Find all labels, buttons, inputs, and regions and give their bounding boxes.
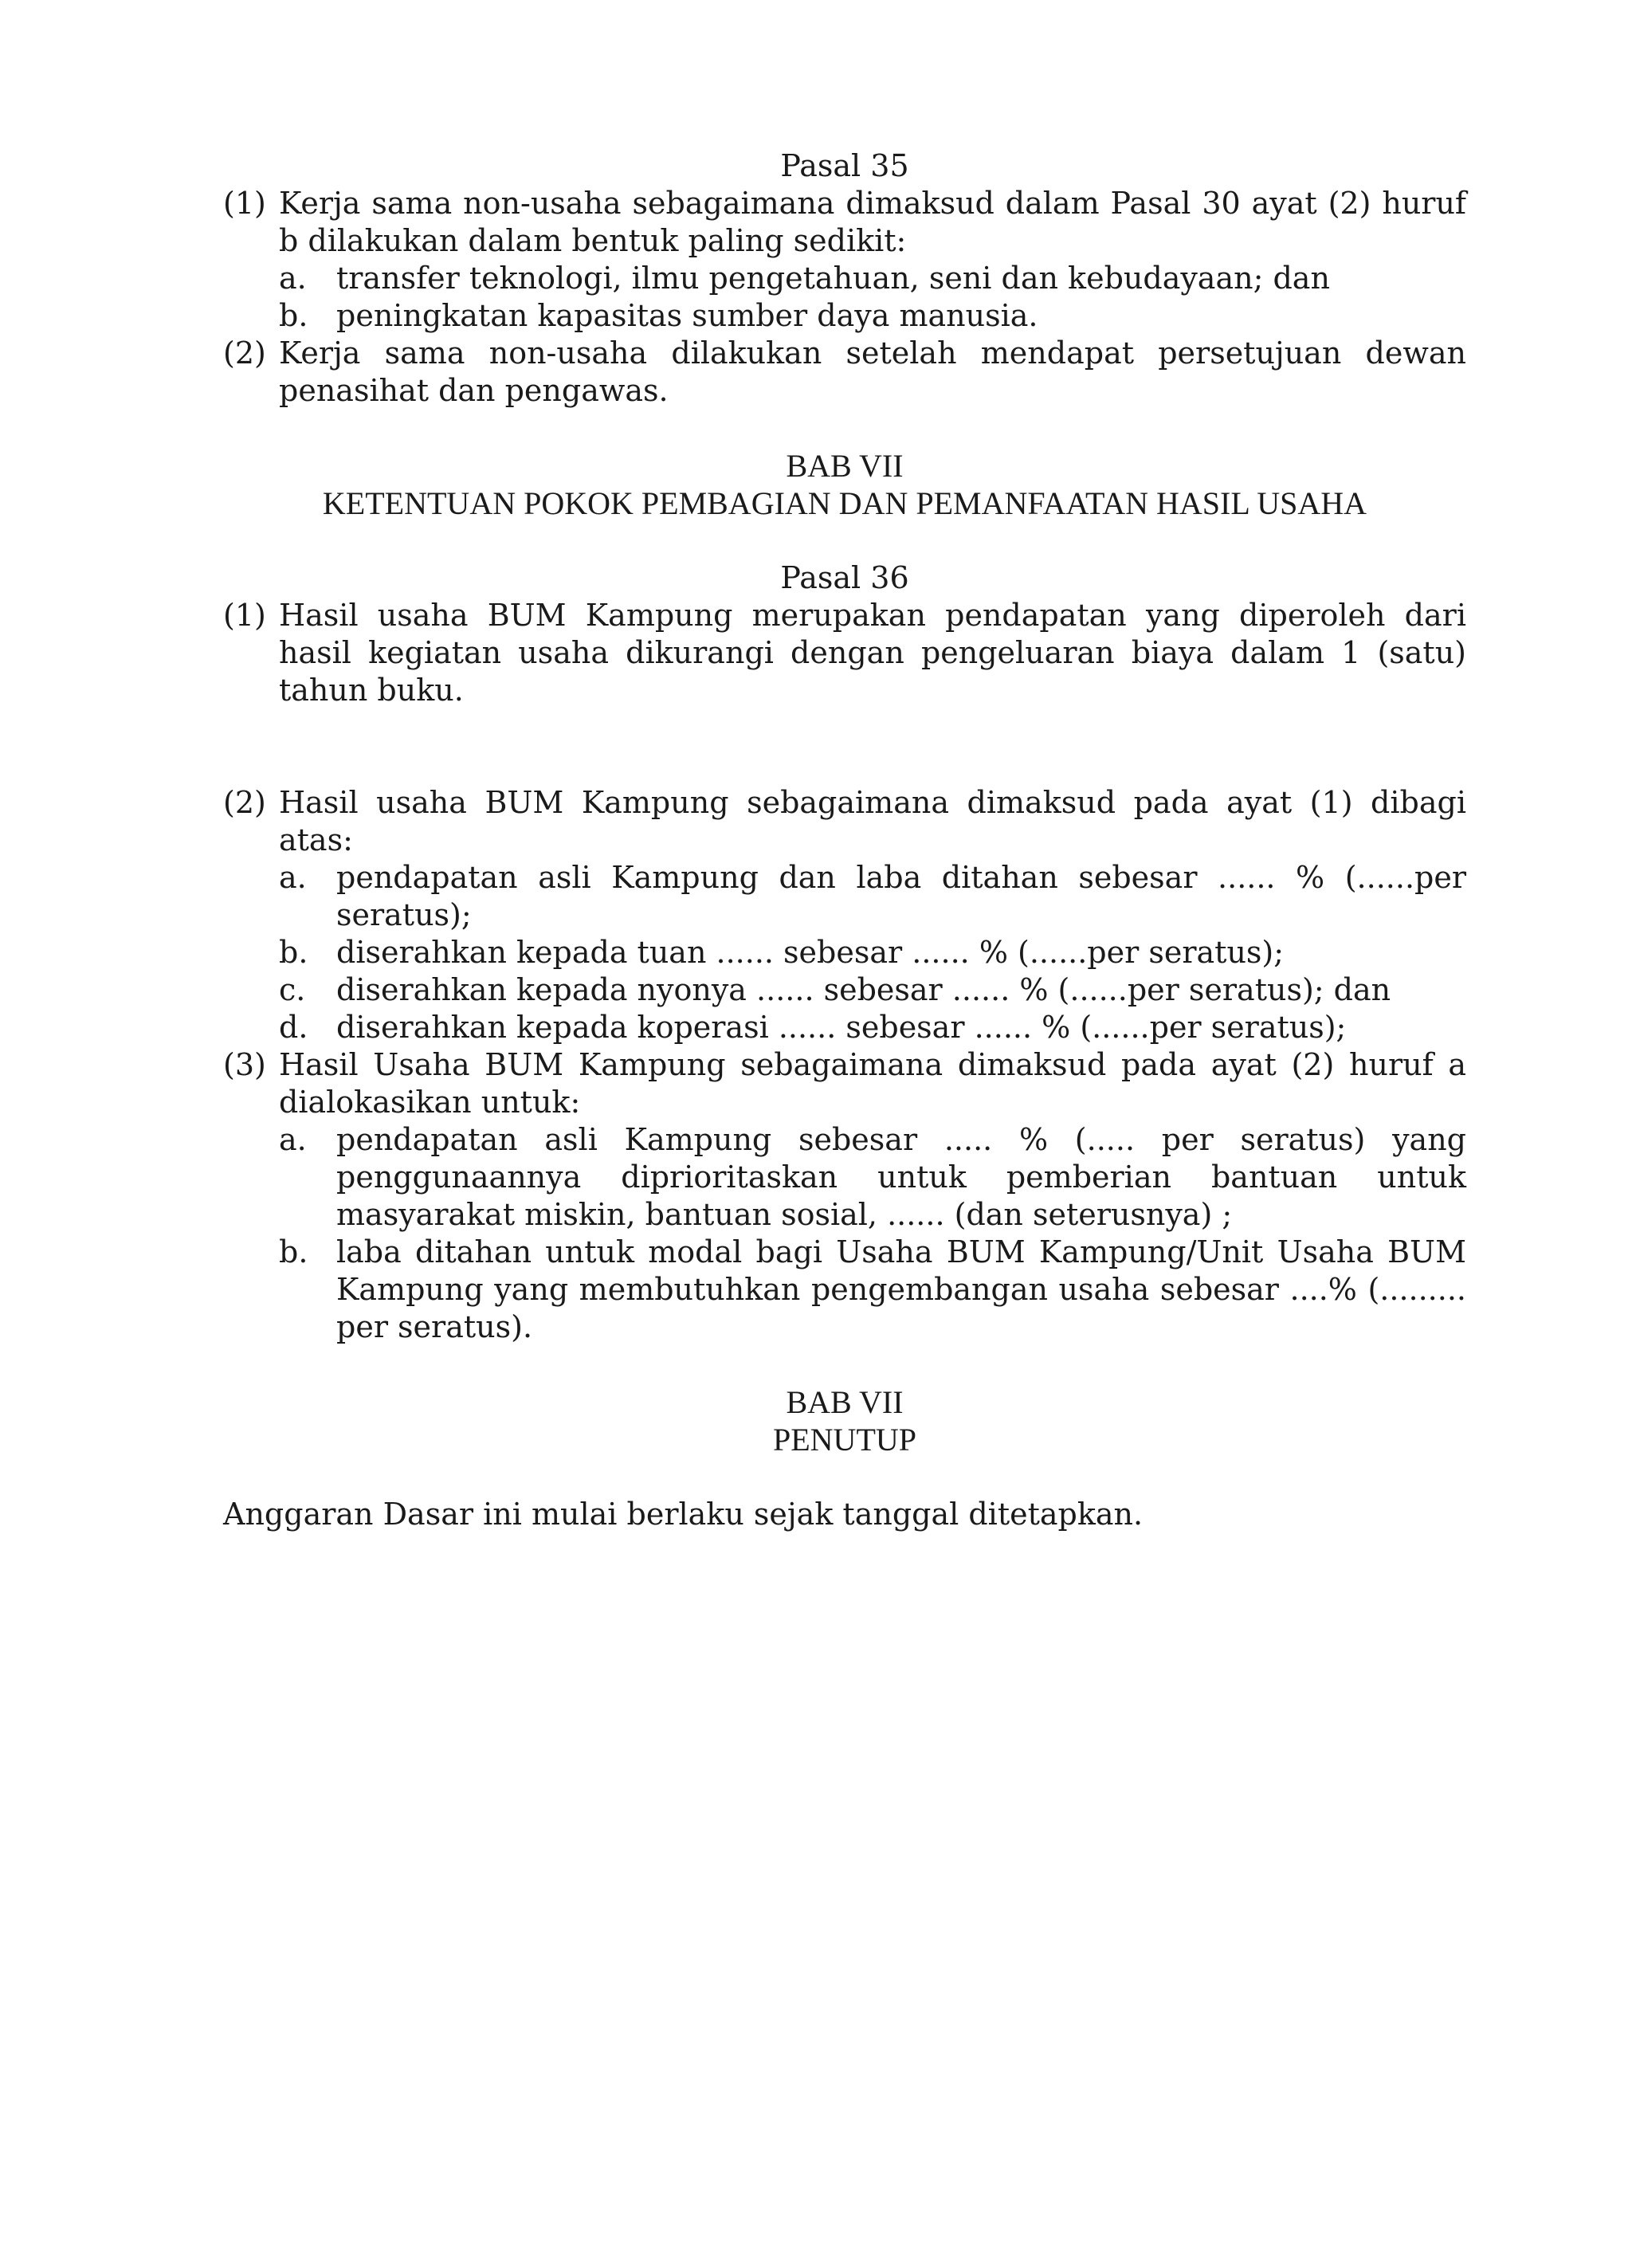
- list-item: [223, 971, 1466, 1009]
- item-text: penggunaannya diprioritaskan untuk pemberian bantuan untuk: [336, 1160, 1466, 1195]
- chapter-subtitle: PENUTUP: [772, 1422, 917, 1458]
- clause-text: b dilakukan dalam bentuk paling sedikit:: [279, 223, 907, 258]
- item-text: peningkatan kapasitas sumber daya manusia.: [336, 298, 1038, 333]
- closing-statement: Anggaran Dasar ini mulai berlaku sejak tanggal ditetapkan.: [223, 1497, 1144, 1532]
- list-item: [223, 1009, 1466, 1046]
- clause-text: tahun buku.: [279, 673, 464, 708]
- list-item: [223, 859, 1466, 934]
- list-item: [223, 1234, 1466, 1346]
- clause: [223, 597, 1466, 709]
- clause-number: (2): [223, 335, 266, 371]
- item-letter: b.: [279, 935, 308, 970]
- item-text: Kampung yang membutuhkan pengembangan usaha sebesar ....% (.........: [336, 1272, 1466, 1307]
- article-title: Pasal 35: [780, 148, 909, 183]
- clause-text: hasil kegiatan usaha dikurangi dengan pengeluaran biaya dalam 1 (satu): [279, 635, 1466, 670]
- item-letter: d.: [279, 1010, 308, 1045]
- clause-number: (1): [223, 598, 266, 633]
- item-text: per seratus).: [336, 1309, 533, 1344]
- item-text: pendapatan asli Kampung dan laba ditahan sebesar ...... % (......per: [336, 860, 1466, 895]
- clause: [223, 1046, 1466, 1121]
- chapter-subtitle: KETENTUAN POKOK PEMBAGIAN DAN PEMANFAATAN HASIL USAHA: [322, 485, 1367, 521]
- item-letter: b.: [279, 1234, 308, 1269]
- clause-text: atas:: [279, 822, 353, 857]
- item-letter: b.: [279, 298, 308, 333]
- item-text: diserahkan kepada tuan ...... sebesar ...... % (......per seratus);: [336, 935, 1285, 970]
- item-letter: a.: [279, 261, 307, 296]
- item-letter: a.: [279, 1122, 307, 1157]
- list-item: [223, 934, 1466, 971]
- item-text: diserahkan kepada nyonya ...... sebesar ...... % (......per seratus); dan: [336, 972, 1391, 1007]
- item-letter: c.: [279, 972, 306, 1007]
- item-text: pendapatan asli Kampung sebesar ..... % (..... per seratus) yang: [336, 1122, 1466, 1157]
- clause-text: Kerja sama non-usaha sebagaimana dimaksud dalam Pasal 30 ayat (2) huruf: [279, 186, 1466, 221]
- clause-text: Hasil usaha BUM Kampung merupakan pendapatan yang diperoleh dari: [279, 598, 1466, 633]
- clause-text: Hasil Usaha BUM Kampung sebagaimana dimaksud pada ayat (2) huruf a: [279, 1047, 1466, 1082]
- clause-text: penasihat dan pengawas.: [279, 373, 669, 408]
- clause: [223, 335, 1466, 410]
- item-letter: a.: [279, 860, 307, 895]
- item-text: laba ditahan untuk modal bagi Usaha BUM Kampung/Unit Usaha BUM: [336, 1234, 1466, 1269]
- clause: [223, 185, 1466, 260]
- item-text: transfer teknologi, ilmu pengetahuan, seni dan kebudayaan; dan: [336, 261, 1330, 296]
- article-title: Pasal 36: [780, 560, 909, 595]
- chapter-title: BAB VII: [786, 448, 904, 484]
- clause-text: dialokasikan untuk:: [279, 1085, 581, 1120]
- list-item: [223, 260, 1466, 297]
- list-item: [223, 1121, 1466, 1234]
- clause-number: (1): [223, 186, 266, 221]
- clause: [223, 784, 1466, 859]
- clause-number: (3): [223, 1047, 266, 1082]
- clause-text: Kerja sama non-usaha dilakukan setelah mendapat persetujuan dewan: [279, 335, 1466, 371]
- list-item: [223, 297, 1466, 335]
- document-page: [223, 147, 1466, 1533]
- chapter-title: BAB VII: [786, 1384, 904, 1420]
- item-text: seratus);: [336, 897, 472, 932]
- clause-number: (2): [223, 785, 266, 820]
- item-text: diserahkan kepada koperasi ...... sebesar ...... % (......per seratus);: [336, 1010, 1347, 1045]
- item-text: masyarakat miskin, bantuan sosial, ...... (dan seterusnya) ;: [336, 1197, 1233, 1232]
- clause-text: Hasil usaha BUM Kampung sebagaimana dimaksud pada ayat (1) dibagi: [279, 785, 1466, 820]
